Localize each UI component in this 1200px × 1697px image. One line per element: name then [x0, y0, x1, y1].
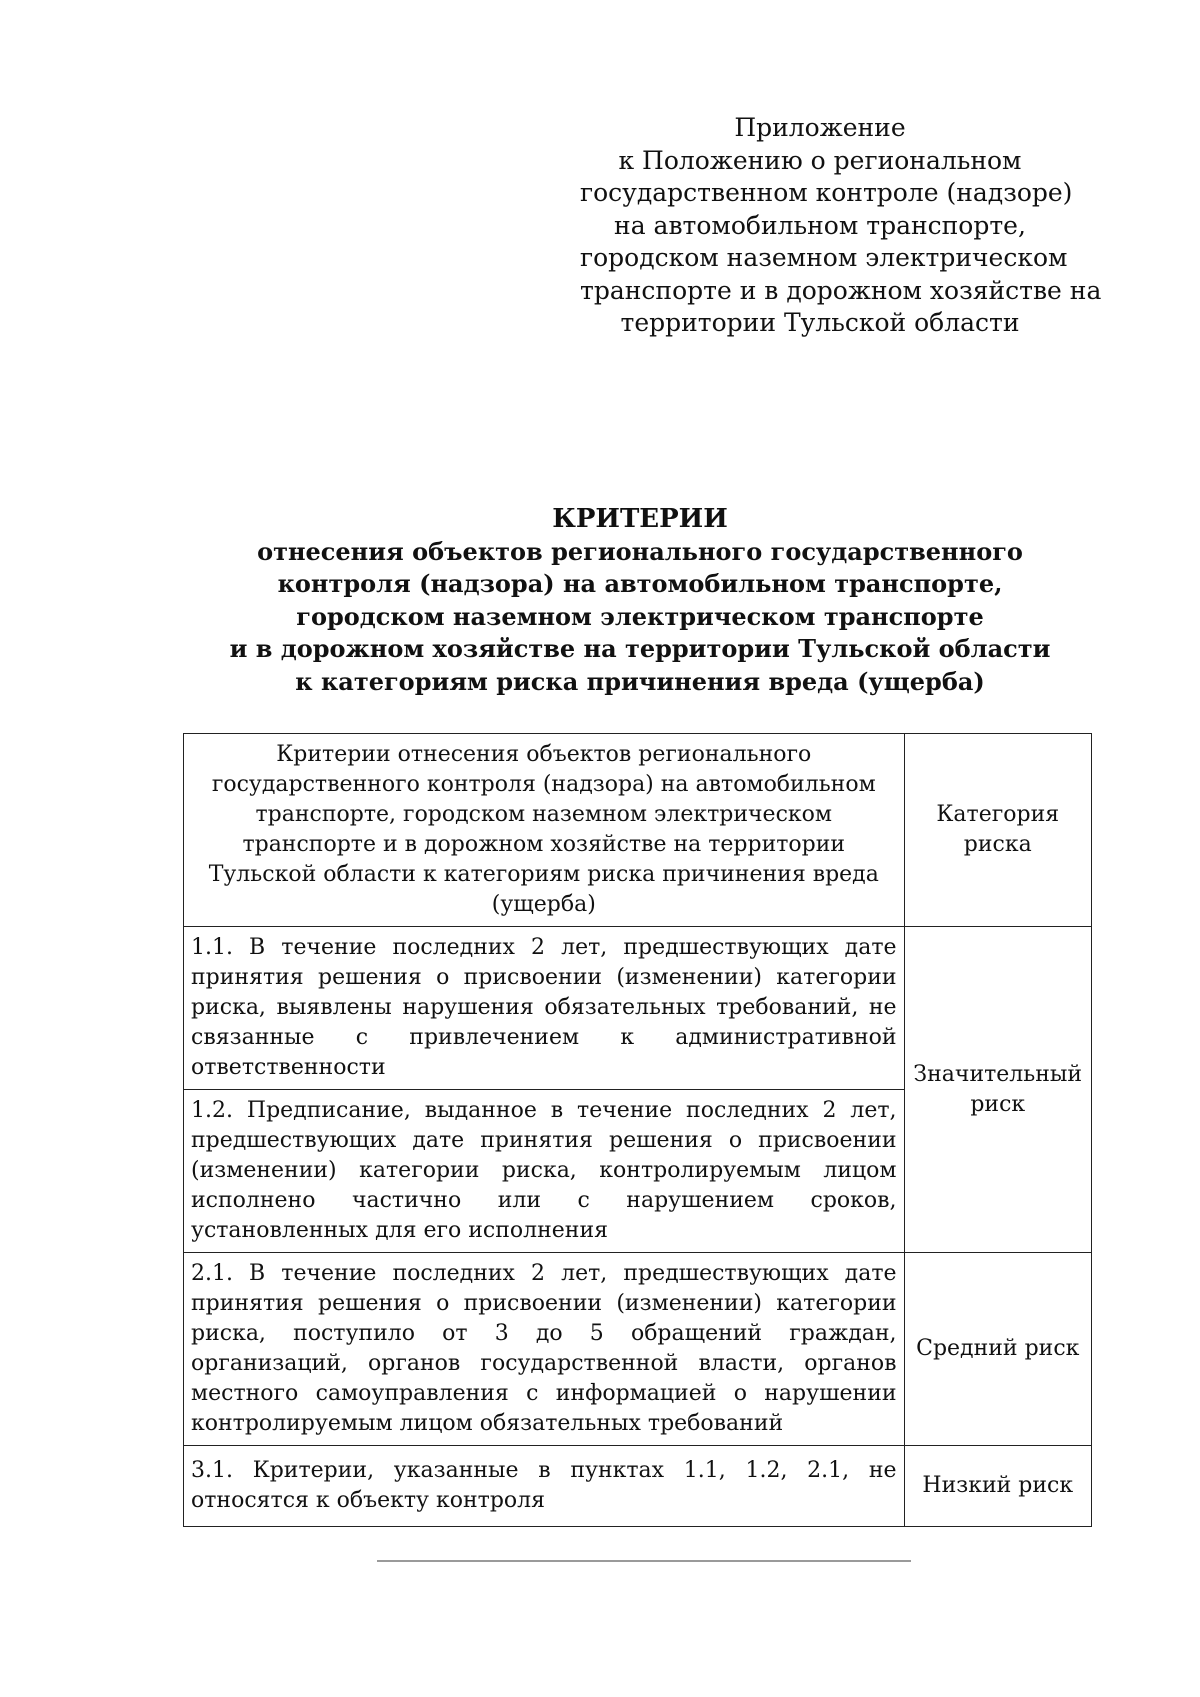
- table-row: [184, 927, 1092, 1090]
- header-criteria-cell: Критерии отнесения объектов регионального государственного контроля (надзора) на автомобильном транспорте, городском наземном электрическом транспорте и в дорожном хозяйстве на территории Тульской области к категориям риска причинения вреда (ущерба): [184, 734, 905, 927]
- appendix-line: государственном контроле (надзоре): [580, 178, 1073, 207]
- appendix-line: на автомобильном транспорте,: [614, 210, 1026, 240]
- document-heading: [180, 503, 1100, 698]
- criteria-cell: 3.1. Критерии, указанные в пунктах 1.1, 1.2, 2.1, не относятся к объекту контроля: [184, 1446, 905, 1527]
- table-row: [184, 1253, 1092, 1446]
- document-subtitle-line: к категориям риска причинения вреда (ущерба): [295, 666, 985, 696]
- appendix-line: городском наземном электрическом: [580, 243, 1068, 272]
- category-cell: Значительный риск: [904, 927, 1091, 1253]
- category-cell: Средний риск: [904, 1253, 1091, 1446]
- document-title: КРИТЕРИИ: [552, 504, 728, 534]
- table-row: [184, 1446, 1092, 1527]
- header-category-cell: Категория риска: [904, 734, 1091, 927]
- appendix-line: территории Тульской области: [620, 308, 1020, 337]
- criteria-cell: 1.2. Предписание, выданное в течение последних 2 лет, предшествующих дате принятия решения о присвоении (изменении) категории риска, контролируемым лицом исполнено частично или с нарушением сроков, установленных для его исполнения: [184, 1090, 905, 1253]
- criteria-cell: 1.1. В течение последних 2 лет, предшествующих дате принятия решения о присвоении (изменении) категории риска, выявлены нарушения обязательных требований, не связанные с привлечением к административной ответственности: [184, 927, 905, 1090]
- footer-divider: [377, 1560, 911, 1562]
- category-cell: Низкий риск: [904, 1446, 1091, 1527]
- document-subtitle-line: городском наземном электрическом транспорте: [296, 601, 984, 631]
- document-subtitle-line: и в дорожном хозяйстве на территории Тульской области: [229, 634, 1051, 663]
- criteria-cell: 2.1. В течение последних 2 лет, предшествующих дате принятия решения о присвоении (изменении) категории риска, поступило от 3 до 5 обращений граждан, организаций, органов государственной власти, органов местного самоуправления с информацией о нарушении контролируемым лицом обязательных требований: [184, 1253, 905, 1446]
- document-subtitle-line: отнесения объектов регионального государственного: [257, 536, 1023, 566]
- table-header-row: [184, 734, 1092, 927]
- criteria-table: [183, 733, 1092, 1527]
- document-subtitle-line: контроля (надзора) на автомобильном транспорте,: [277, 569, 1003, 598]
- appendix-block: [580, 112, 1102, 340]
- appendix-line: к Положению о региональном: [618, 145, 1022, 175]
- appendix-line: Приложение: [734, 113, 906, 142]
- appendix-line: транспорте и в дорожном хозяйстве на: [580, 275, 1102, 305]
